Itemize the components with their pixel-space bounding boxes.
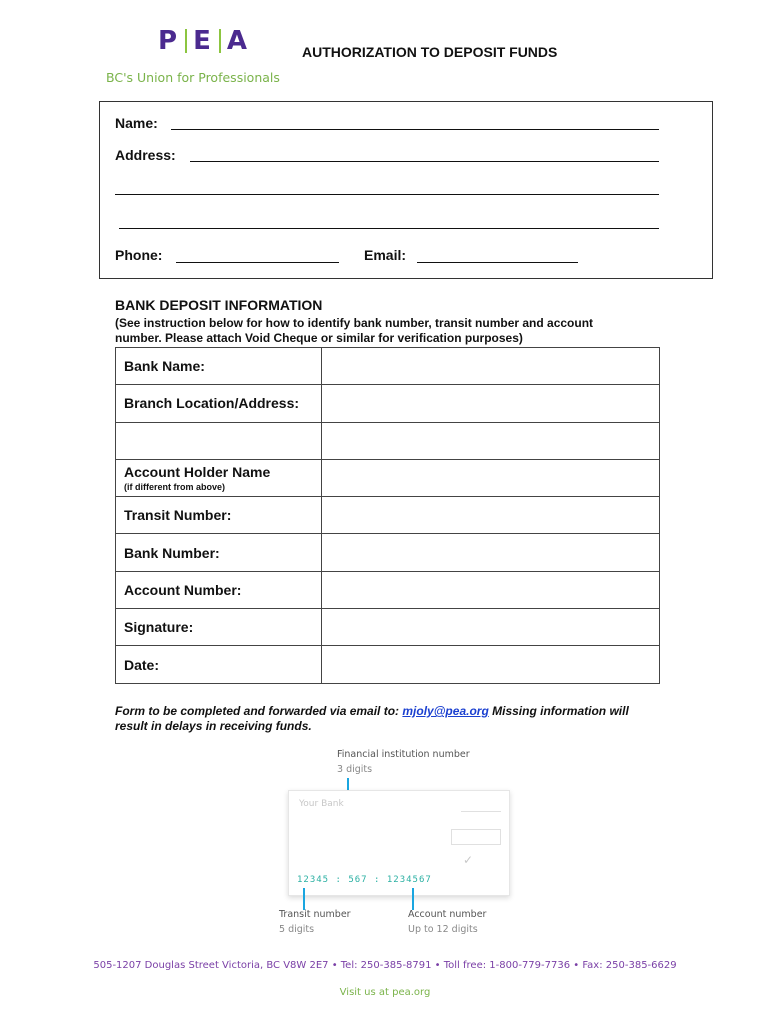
account-holder-label: Account Holder Name [124,464,271,481]
branch-address-extra-label [116,422,322,459]
contact-info-box [99,101,713,279]
account-number-field[interactable] [321,571,659,608]
logo-tagline: BC's Union for Professionals [106,70,280,85]
bank-number-label: Bank Number: [116,534,322,571]
address-field-line-1[interactable] [190,161,659,162]
bank-instructions: (See instruction below for how to identify bank number, transit number and account number. Please attach Void Cheque or similar for verification purposes) [115,316,594,345]
form-title: AUTHORIZATION TO DEPOSIT FUNDS [302,44,558,60]
table-row [116,571,660,608]
name-field[interactable] [171,129,659,130]
cheque-date-line [461,811,501,812]
bank-info-table [115,347,660,684]
bank-name-field[interactable] [321,348,659,385]
name-label: Name: [115,115,158,131]
date-label: Date: [116,646,322,683]
branch-address-extra-field[interactable] [321,422,659,459]
bank-section-title: BANK DEPOSIT INFORMATION [115,297,323,313]
cheque-signature-mark: ✓ [463,853,474,867]
pea-logo [106,26,296,85]
table-row [116,385,660,422]
account-holder-sublabel: (if different from above) [124,482,226,493]
email-label: Email: [364,247,407,263]
branch-address-field[interactable] [321,385,659,422]
cheque-diagram [270,745,530,940]
pea-logo-mark: P E A [158,26,249,56]
date-field[interactable] [321,646,659,683]
cheque-micr-line: 12345 : 567 : 1234567 [297,875,432,885]
signature-field[interactable] [321,609,659,646]
address-label: Address: [115,147,176,163]
phone-field[interactable] [176,262,339,263]
table-row [116,646,660,683]
transit-number-label: Transit Number: [116,497,322,534]
submission-note: Form to be completed and forwarded via email to: mjoly@pea.org Missing information will result in delays in receiving funds. [115,704,629,733]
account-callout: Account number Up to 12 digits [408,909,487,935]
transit-number-field[interactable] [321,497,659,534]
table-row [116,534,660,571]
phone-label: Phone: [115,247,163,263]
branch-address-label: Branch Location/Address: [116,385,322,422]
institution-callout: Financial institution number 3 digits [337,749,470,775]
address-field-line-2[interactable] [115,194,659,195]
table-row [116,497,660,534]
address-field-line-3[interactable] [119,228,659,229]
sample-cheque [288,790,510,896]
table-row [116,422,660,459]
footer-website: Visit us at pea.org [339,987,431,998]
bank-number-field[interactable] [321,534,659,571]
account-holder-field[interactable] [321,459,659,496]
table-row [116,348,660,385]
table-row [116,459,660,496]
account-holder-cell [116,459,322,496]
email-field[interactable] [417,262,578,263]
cheque-bank-placeholder: Your Bank [299,799,344,809]
email-link[interactable]: mjoly@pea.org [402,704,489,718]
transit-callout: Transit number 5 digits [279,909,351,935]
footer-address: 505-1207 Douglas Street Victoria, BC V8W 2E7 • Tel: 250-385-8791 • Toll free: 1-800-779-7736 • Fax: 250-385-6629 [93,960,677,971]
signature-label: Signature: [116,609,322,646]
bank-name-label: Bank Name: [116,348,322,385]
cheque-amount-box [451,829,501,845]
table-row [116,609,660,646]
account-number-label: Account Number: [116,571,322,608]
